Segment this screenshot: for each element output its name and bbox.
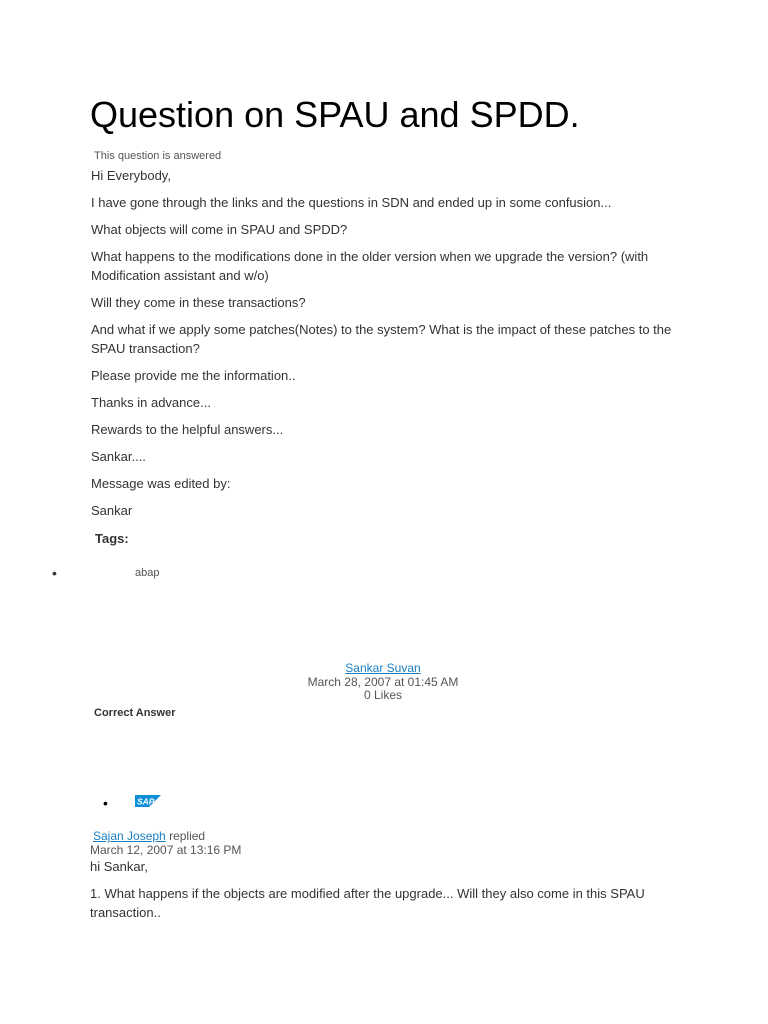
sap-logo-icon — [135, 795, 161, 807]
page-title: Question on SPAU and SPDD. — [90, 94, 580, 135]
bullet-icon: • — [103, 795, 108, 811]
question-paragraph: What objects will come in SPAU and SPDD? — [91, 222, 348, 237]
question-paragraph: I have gone through the links and the questions in SDN and ended up in some confusion... — [91, 195, 612, 210]
answer-date: March 28, 2007 at 01:45 AM — [307, 674, 459, 689]
bullet-icon: • — [52, 565, 57, 581]
question-paragraph: And what if we apply some patches(Notes) to the system? What is the impact of these patches to the SPAU transaction? — [91, 322, 672, 356]
question-paragraph: Hi Everybody, — [91, 168, 171, 183]
question-paragraph: What happens to the modifications done in the older version when we upgrade the version? (with Modification assistant and w/o) — [91, 249, 649, 283]
reply-paragraph: hi Sankar, — [90, 859, 148, 874]
correct-answer-label: Correct Answer — [94, 707, 176, 719]
question-paragraph: Message was edited by: — [91, 476, 231, 491]
question-paragraph: Please provide me the information.. — [91, 368, 296, 383]
reply-body — [90, 857, 690, 930]
question-paragraph: Will they come in these transactions? — [91, 295, 306, 310]
question-paragraph: Thanks in advance... — [91, 395, 211, 410]
question-body — [91, 166, 691, 528]
answer-author-link[interactable]: Sankar Suvan — [345, 661, 421, 675]
reply-author-link[interactable]: Sajan Joseph — [93, 829, 166, 843]
likes-count: 0 Likes — [363, 688, 403, 702]
reply-author-line — [93, 829, 205, 843]
tags-label: Tags: — [95, 531, 129, 546]
sap-logo-text: SAP — [137, 796, 155, 807]
reply-date: March 12, 2007 at 13:16 PM — [90, 843, 242, 857]
reply-action: replied — [169, 829, 206, 843]
answered-status-note: This question is answered — [94, 150, 222, 162]
question-paragraph: Rewards to the helpful answers... — [91, 422, 284, 437]
tag-link-abap[interactable]: abap — [135, 567, 160, 579]
question-paragraph: Sankar.... — [91, 449, 146, 464]
answer-meta — [250, 662, 516, 703]
reply-paragraph: 1. What happens if the objects are modified after the upgrade... Will they also come in this SPAU transaction.. — [90, 886, 645, 920]
question-paragraph: Sankar — [91, 503, 133, 518]
